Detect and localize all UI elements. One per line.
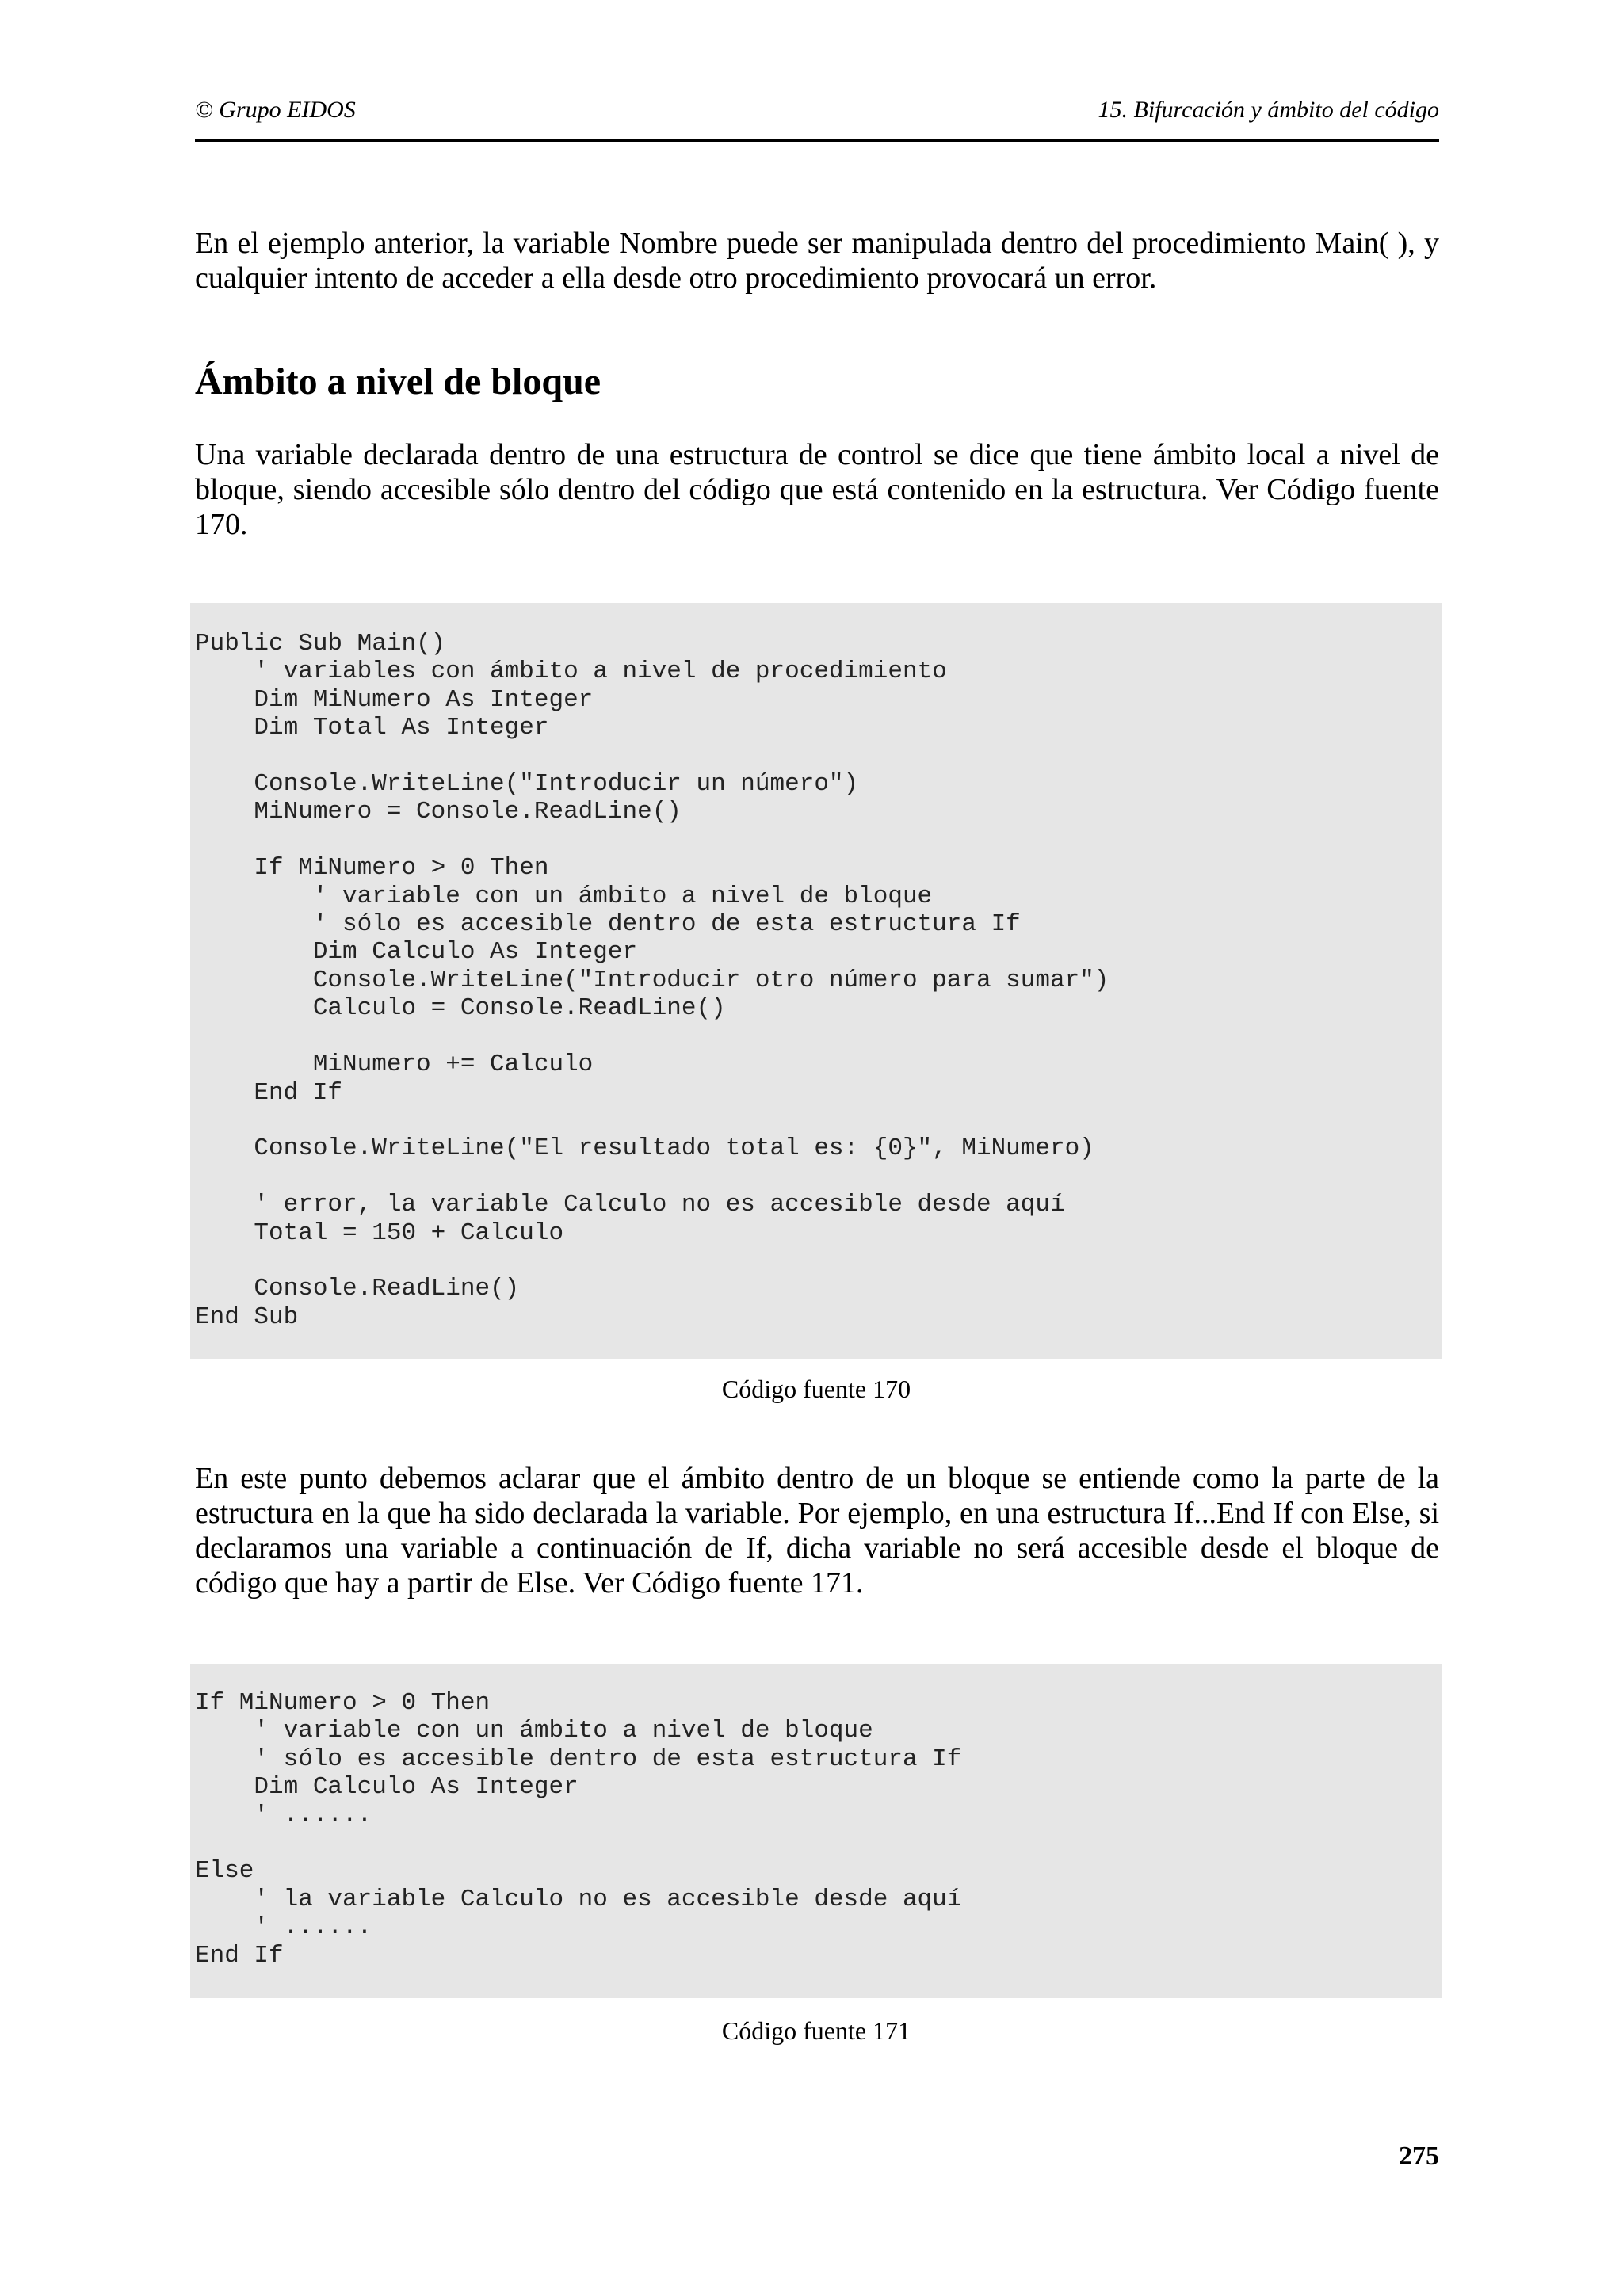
code-caption: Código fuente 171 (721, 2016, 911, 2045)
page-number: 275 (1399, 2142, 1439, 2171)
paragraph: En este punto debemos aclarar que el ámbito dentro de un bloque se entiende como la parte de la estructura en la que ha sido declarada la variable. Por ejemplo, en una estructura If...End If con Else, si declaramos una variable a continuación de If, dicha variable no será accesible desde el bloque de código que hay a partir de Else. Ver Código fuente 171. (195, 1462, 1439, 1600)
code-caption: Código fuente 170 (721, 1375, 911, 1403)
code-block (190, 603, 1442, 1359)
header-publisher: © Grupo EIDOS (195, 97, 356, 123)
header-chapter-title: 15. Bifurcación y ámbito del código (1098, 97, 1439, 123)
code-listing: Public Sub Main() ' variables con ámbito a nivel de procedimiento Dim MiNumero As Integer Dim Total As Integer Console.WriteLine("Introducir un número") MiNumero = Console.ReadLine() If MiNumero > 0 Then ' variable con un ámbito a nivel de bloque ' sólo es accesible dentro de esta estructura If Dim Calculo As Integer Console.WriteLine("Introducir otro número para sumar") Calculo = Console.ReadLine() MiNumero += Calculo End If Console.WriteLine("El resultado total es: {0}", MiNumero) ' error, la variable Calculo no es accesible desde aquí Total = 150 + Calculo Console.ReadLine() End Sub (195, 630, 1109, 1331)
paragraph: Una variable declarada dentro de una estructura de control se dice que tiene ámbito local a nivel de bloque, siendo accesible sólo dentro del código que está contenido en la estructura. Ver Código fuente 170. (195, 438, 1439, 541)
code-block (190, 1664, 1442, 1998)
paragraph: En el ejemplo anterior, la variable Nombre puede ser manipulada dentro del procedimiento Main( ), y cualquier intento de acceder a ella desde otro procedimiento provocará un error. (195, 227, 1439, 295)
code-listing: If MiNumero > 0 Then ' variable con un ámbito a nivel de bloque ' sólo es accesible dentro de esta estructura If Dim Calculo As Integer ' ...... Else ' la variable Calculo no es accesible desde aquí ' ...... End If (195, 1689, 962, 1970)
page-header (195, 93, 1439, 142)
section-heading: Ámbito a nivel de bloque (195, 360, 601, 402)
